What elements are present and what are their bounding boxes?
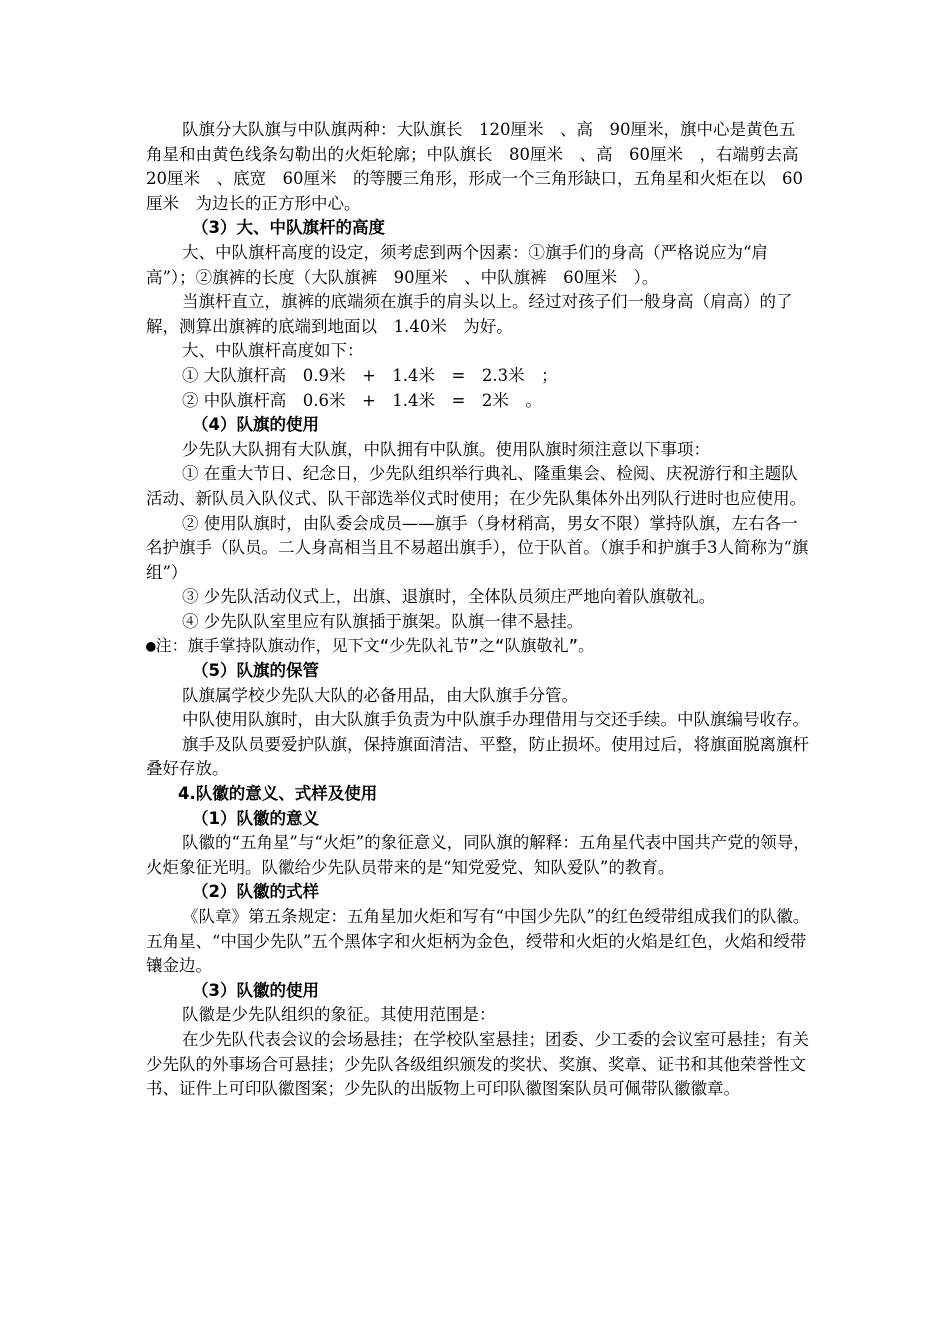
paragraph-flagpole-list-intro: 大、中队旗杆高度如下： — [182, 341, 364, 361]
note-flag-handling: ●注：旗手掌持队旗动作，见下文“少先队礼节”之“队旗敬礼”。 — [146, 636, 595, 656]
paragraph-flagpole-rule: 当旗杆直立，旗裤的底端须在旗手的肩头以上。经过对孩子们一般身高（肩高）的了解，测算出旗裤的底端到地面以 1.40米 为好。 — [146, 292, 793, 336]
list-item-flag-use-2: ② 使用队旗时，由队委会成员——旗手（身材稍高，男女不限）掌持队旗，左右各一名护旗手（队员。二人身高相当且不易超出旗手），位于队首。（旗手和护旗手3人简称为“旗组”） — [146, 513, 809, 582]
list-item-flag-use-3: ③ 少先队活动仪式上，出旗、退旗时，全体队员须庄严地向着队旗敬礼。 — [182, 587, 716, 607]
paragraph-flag-keeping-3: 旗手及队员要爱护队旗，保持旗面清洁、平整，防止损坏。使用过后，将旗面脱离旗杆叠好存放。 — [146, 734, 809, 779]
paragraph-badge-use-scope: 在少先队代表会议的会场悬挂；在学校队室悬挂；团委、少工委的会议室可悬挂；有关少先队的外事场合可悬挂；少先队各级组织颁发的奖状、奖旗、奖章、证书和其他荣誉性文书、证件上可印队徽图案；少先队的出版物上可印队徽图案队员可佩带队徽徽章。 — [146, 1029, 809, 1099]
paragraph-badge-style: 《队章》第五条规定：五角星加火炬和写有“中国少先队”的红色绶带组成我们的队徽。五角星、“中国少先队”五个黑体字和火炬柄为金色，绶带和火炬的火焰是红色，火焰和绶带镶金边。 — [146, 907, 810, 976]
paragraph-flag-use-intro: 少先队大队拥有大队旗，中队拥有中队旗。使用队旗时须注意以下事项： — [182, 439, 710, 459]
paragraph-badge-meaning: 队徽的“五角星”与“火炬”的象征意义，同队旗的解释：五角星代表中国共产党的领导，火炬象征光明。队徽给少先队员带来的是“知党爱党、知队爱队”的教育。 — [146, 833, 810, 877]
heading-flag-keeping: （5）队旗的保管 — [192, 661, 319, 681]
document-page — [146, 118, 815, 1102]
heading-badge-section: 4.队徽的意义、式样及使用 — [178, 784, 378, 804]
heading-badge-use: （3）队徽的使用 — [192, 980, 319, 1000]
paragraph-flagpole-factors: 大、中队旗杆高度的设定，须考虑到两个因素：①旗手们的身高（严格说应为“肩高”）；②旗裤的长度（大队旗裤 90厘米 、中队旗裤 60厘米 ）。 — [146, 242, 768, 287]
heading-flagpole-height: （3）大、中队旗杆的高度 — [192, 218, 385, 238]
list-item-flag-use-4: ④ 少先队队室里应有队旗插于旗架。队旗一律不悬挂。 — [182, 611, 584, 631]
paragraph-flag-keeping-1: 队旗属学校少先队大队的必备用品，由大队旗手分管。 — [182, 685, 578, 705]
heading-badge-style: （2）队徽的式样 — [192, 882, 319, 902]
paragraph-flag-types: 队旗分大队旗与中队旗两种：大队旗长 120厘米 、高 90厘米，旗中心是黄色五角星和由黄色线条勾勒出的火炬轮廓；中队旗长 80厘米 、高 60厘米 ，右端剪去高 20厘米 、底宽 60厘米 的等腰三角形，形成一个三角形缺口，五角星和火炬在以 60厘米 为边长的正方形中心。 — [146, 120, 815, 213]
heading-badge-meaning: （1）队徽的意义 — [192, 808, 319, 828]
list-item-brigade-pole: ① 大队旗杆高 0.9米 + 1.4米 = 2.3米 ； — [182, 365, 558, 385]
heading-flag-use: （4）队旗的使用 — [192, 415, 319, 435]
paragraph-flag-keeping-2: 中队使用队旗时，由大队旗手负责为中队旗手办理借用与交还手续。中队旗编号收存。 — [182, 710, 809, 730]
list-item-flag-use-1: ① 在重大节日、纪念日，少先队组织举行典礼、隆重集会、检阅、庆祝游行和主题队活动、新队员入队仪式、队干部选举仪式时使用；在少先队集体外出列队行进时也应使用。 — [146, 464, 806, 508]
paragraph-badge-use-intro: 队徽是少先队组织的象征。其使用范围是： — [182, 1005, 496, 1025]
list-item-squadron-pole: ② 中队旗杆高 0.6米 + 1.4米 = 2米 。 — [182, 390, 542, 410]
